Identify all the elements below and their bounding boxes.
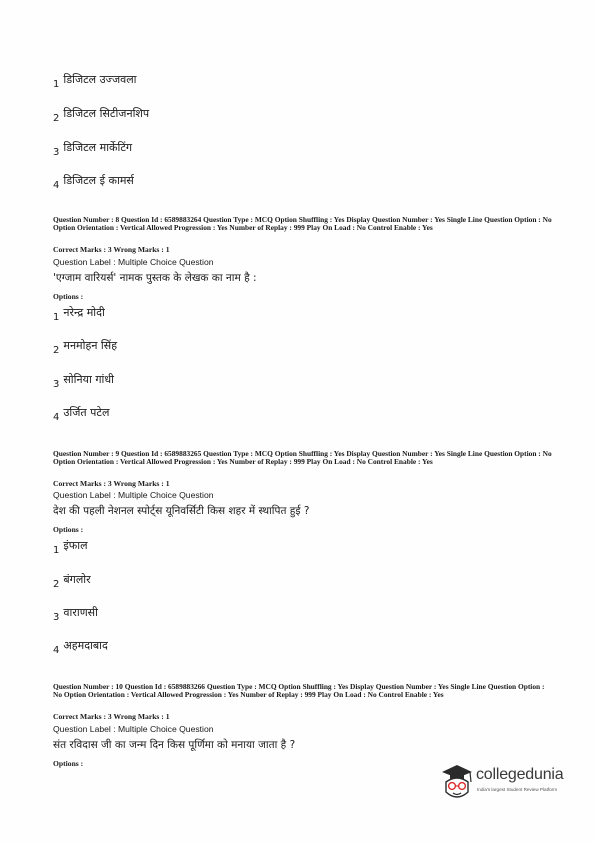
option-3: 3 वाराणसी xyxy=(53,606,98,623)
question-text: 'एग्जाम वारियर्स' नामक पुस्तक के लेखक का नाम है : xyxy=(53,272,257,284)
question-label: Question Label : Multiple Choice Question xyxy=(53,724,214,734)
option-4: 4 अहमदाबाद xyxy=(53,639,108,656)
graduate-mascot-icon xyxy=(440,762,474,802)
question-meta: Question Number : 8 Question Id : 6589883264 Question Type : MCQ Option Shuffling : Yes Display Question Number : Yes Single Line Question Option : No Option Orientation : Vertical Allowed Progression : Yes Number of Replay : 999 Play On Load : No Control Enable : Yes xyxy=(53,215,552,233)
question-text: देश की पहली नेशनल स्पोर्ट्स यूनिवर्सिटी किस शहर में स्थापित हुई ? xyxy=(53,505,310,517)
collegedunia-watermark xyxy=(440,760,580,804)
question-marks: Correct Marks : 3 Wrong Marks : 1 xyxy=(53,479,170,488)
question-meta: Question Number : 9 Question Id : 6589883265 Question Type : MCQ Option Shuffling : Yes Display Question Number : Yes Single Line Question Option : No Option Orientation : Vertical Allowed Progression : Yes Number of Replay : 999 Play On Load : No Control Enable : Yes xyxy=(53,449,552,467)
brand-tagline: India's largest Student Review Platform xyxy=(477,787,558,792)
question-label: Question Label : Multiple Choice Question xyxy=(53,257,214,267)
option-4: 4 उर्जित पटेल xyxy=(53,406,110,423)
option-1: 1 नरेन्द्र मोदी xyxy=(53,306,105,323)
prev-option-2: 2 डिजिटल सिटीजनशिप xyxy=(53,107,150,124)
option-3: 3 सोनिया गांधी xyxy=(53,373,114,390)
option-1: 1 इंफाल xyxy=(53,539,88,556)
prev-option-1: 1 डिजिटल उज्जवला xyxy=(53,73,137,90)
question-meta: Question Number : 10 Question Id : 6589883266 Question Type : MCQ Option Shuffling : Yes Display Question Number : Yes Single Line Question Option : No Option Orientation : Vertical Allowed Progression : Yes Number of Replay : 999 Play On Load : No Control Enable : Yes xyxy=(53,682,545,700)
option-2: 2 बंगलोर xyxy=(53,573,91,590)
options-heading: Options : xyxy=(53,292,84,301)
prev-option-3: 3 डिजिटल मार्केटिंग xyxy=(53,141,133,158)
option-2: 2 मनमोहन सिंह xyxy=(53,339,118,356)
options-heading: Options : xyxy=(53,759,84,768)
question-marks: Correct Marks : 3 Wrong Marks : 1 xyxy=(53,712,170,721)
options-heading: Options : xyxy=(53,525,84,534)
brand-name: collegedunia xyxy=(476,766,564,783)
question-label: Question Label : Multiple Choice Question xyxy=(53,490,214,500)
question-text: संत रविदास जी का जन्म दिन किस पूर्णिमा को मनाया जाता है ? xyxy=(53,739,296,751)
question-marks: Correct Marks : 3 Wrong Marks : 1 xyxy=(53,245,170,254)
prev-option-4: 4 डिजिटल ई कामर्स xyxy=(53,174,134,191)
